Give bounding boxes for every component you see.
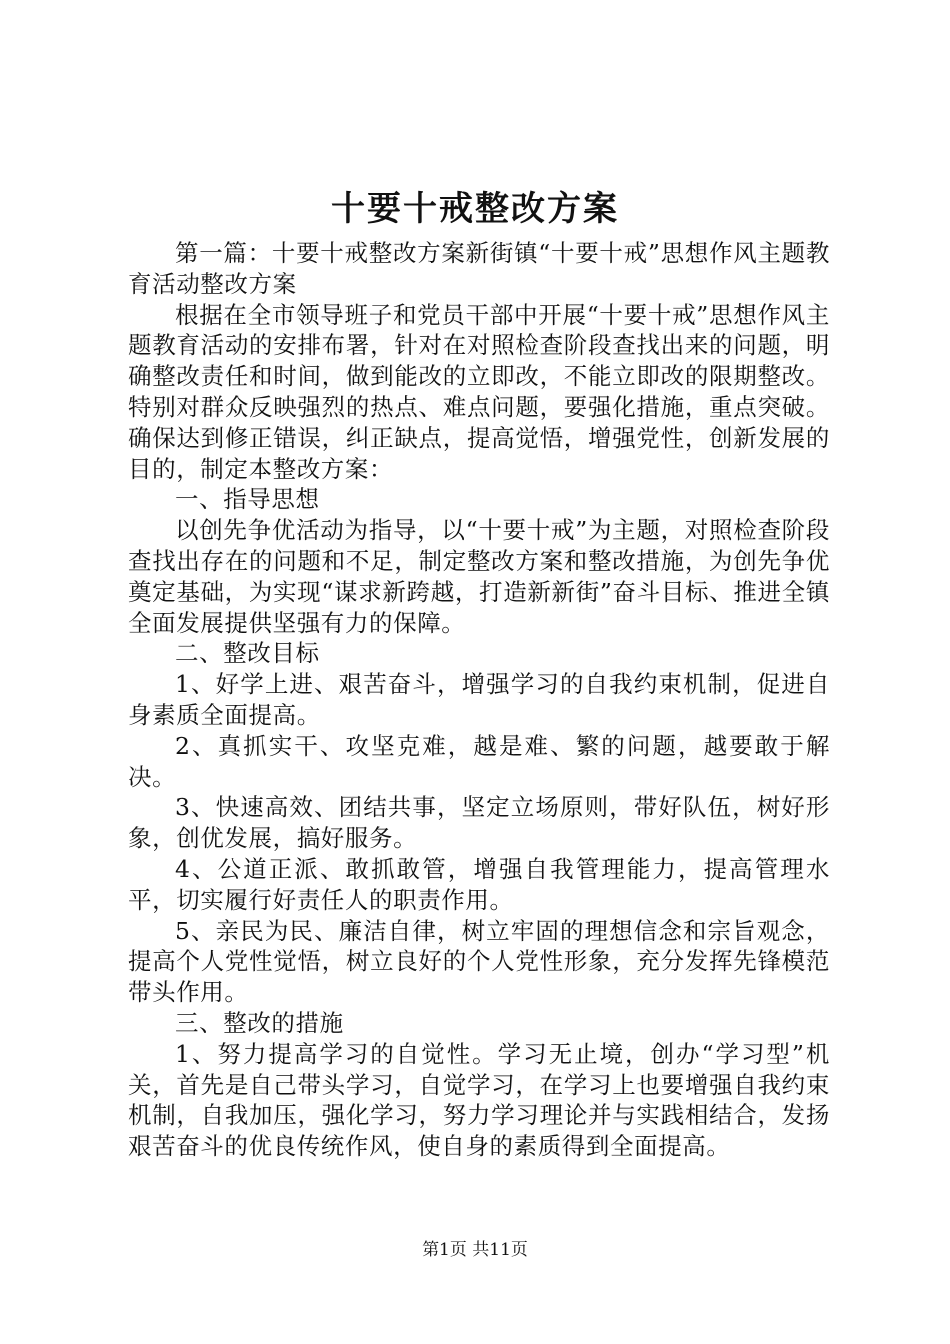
goal-item-3: 3、快速高效、团结共事，坚定立场原则，带好队伍，树好形象，创优发展，搞好服务。 (128, 793, 830, 853)
page-footer: 第1页 共11页 (422, 1240, 528, 1260)
document-body (128, 238, 830, 1162)
paragraph-guiding-thought: 以创先争优活动为指导，以“十要十戒”为主题，对照检查阶段查找出存在的问题和不足，制定整改方案和整改措施，为创先争优奠定基础，为实现“谋求新跨越，打造新新街”奋斗目标、推进全镇全面发展提供坚强有力的保障。 (128, 516, 830, 637)
heading-guiding-thought: 一、指导思想 (175, 485, 320, 514)
heading-rectification-goals: 二、整改目标 (175, 639, 320, 668)
goal-item-2: 2、真抓实干、攻坚克难，越是难、繁的问题，越要敢于解决。 (128, 731, 830, 791)
goal-item-1: 1、好学上进、艰苦奋斗，增强学习的自我约束机制，促进自身素质全面提高。 (128, 670, 830, 729)
document-title: 十要十戒整改方案 (331, 189, 619, 229)
goal-item-4: 4、公道正派、敢抓敢管，增强自我管理能力，提高管理水平，切实履行好责任人的职责作用。 (128, 854, 830, 914)
paragraph-background: 根据在全市领导班子和党员干部中开展“十要十戒”思想作风主题教育活动的安排布署，针对在对照检查阶段查找出来的问题，明确整改责任和时间，做到能改的立即改，不能立即改的限期整改。特别对群众反映强烈的热点、难点问题，要强化措施，重点突破。确保达到修正错误，纠正缺点，提高觉悟，增强党性，创新发展的目的，制定本整改方案： (128, 300, 830, 483)
paragraph-intro: 第一篇：十要十戒整改方案新街镇“十要十戒”思想作风主题教育活动整改方案 (128, 239, 830, 298)
heading-rectification-measures: 三、整改的措施 (175, 1008, 344, 1037)
goal-item-5: 5、亲民为民、廉洁自律，树立牢固的理想信念和宗旨观念，提高个人党性觉悟，树立良好的个人党性形象，充分发挥先锋模范带头作用。 (128, 916, 830, 1007)
measure-item-1: 1、努力提高学习的自觉性。学习无止境，创办“学习型”机关，首先是自己带头学习，自觉学习，在学习上也要增强自我约束机制，自我加压，强化学习，努力学习理论并与实践相结合，发扬艰苦奋斗的优良传统作风，使自身的素质得到全面提高。 (128, 1039, 830, 1161)
